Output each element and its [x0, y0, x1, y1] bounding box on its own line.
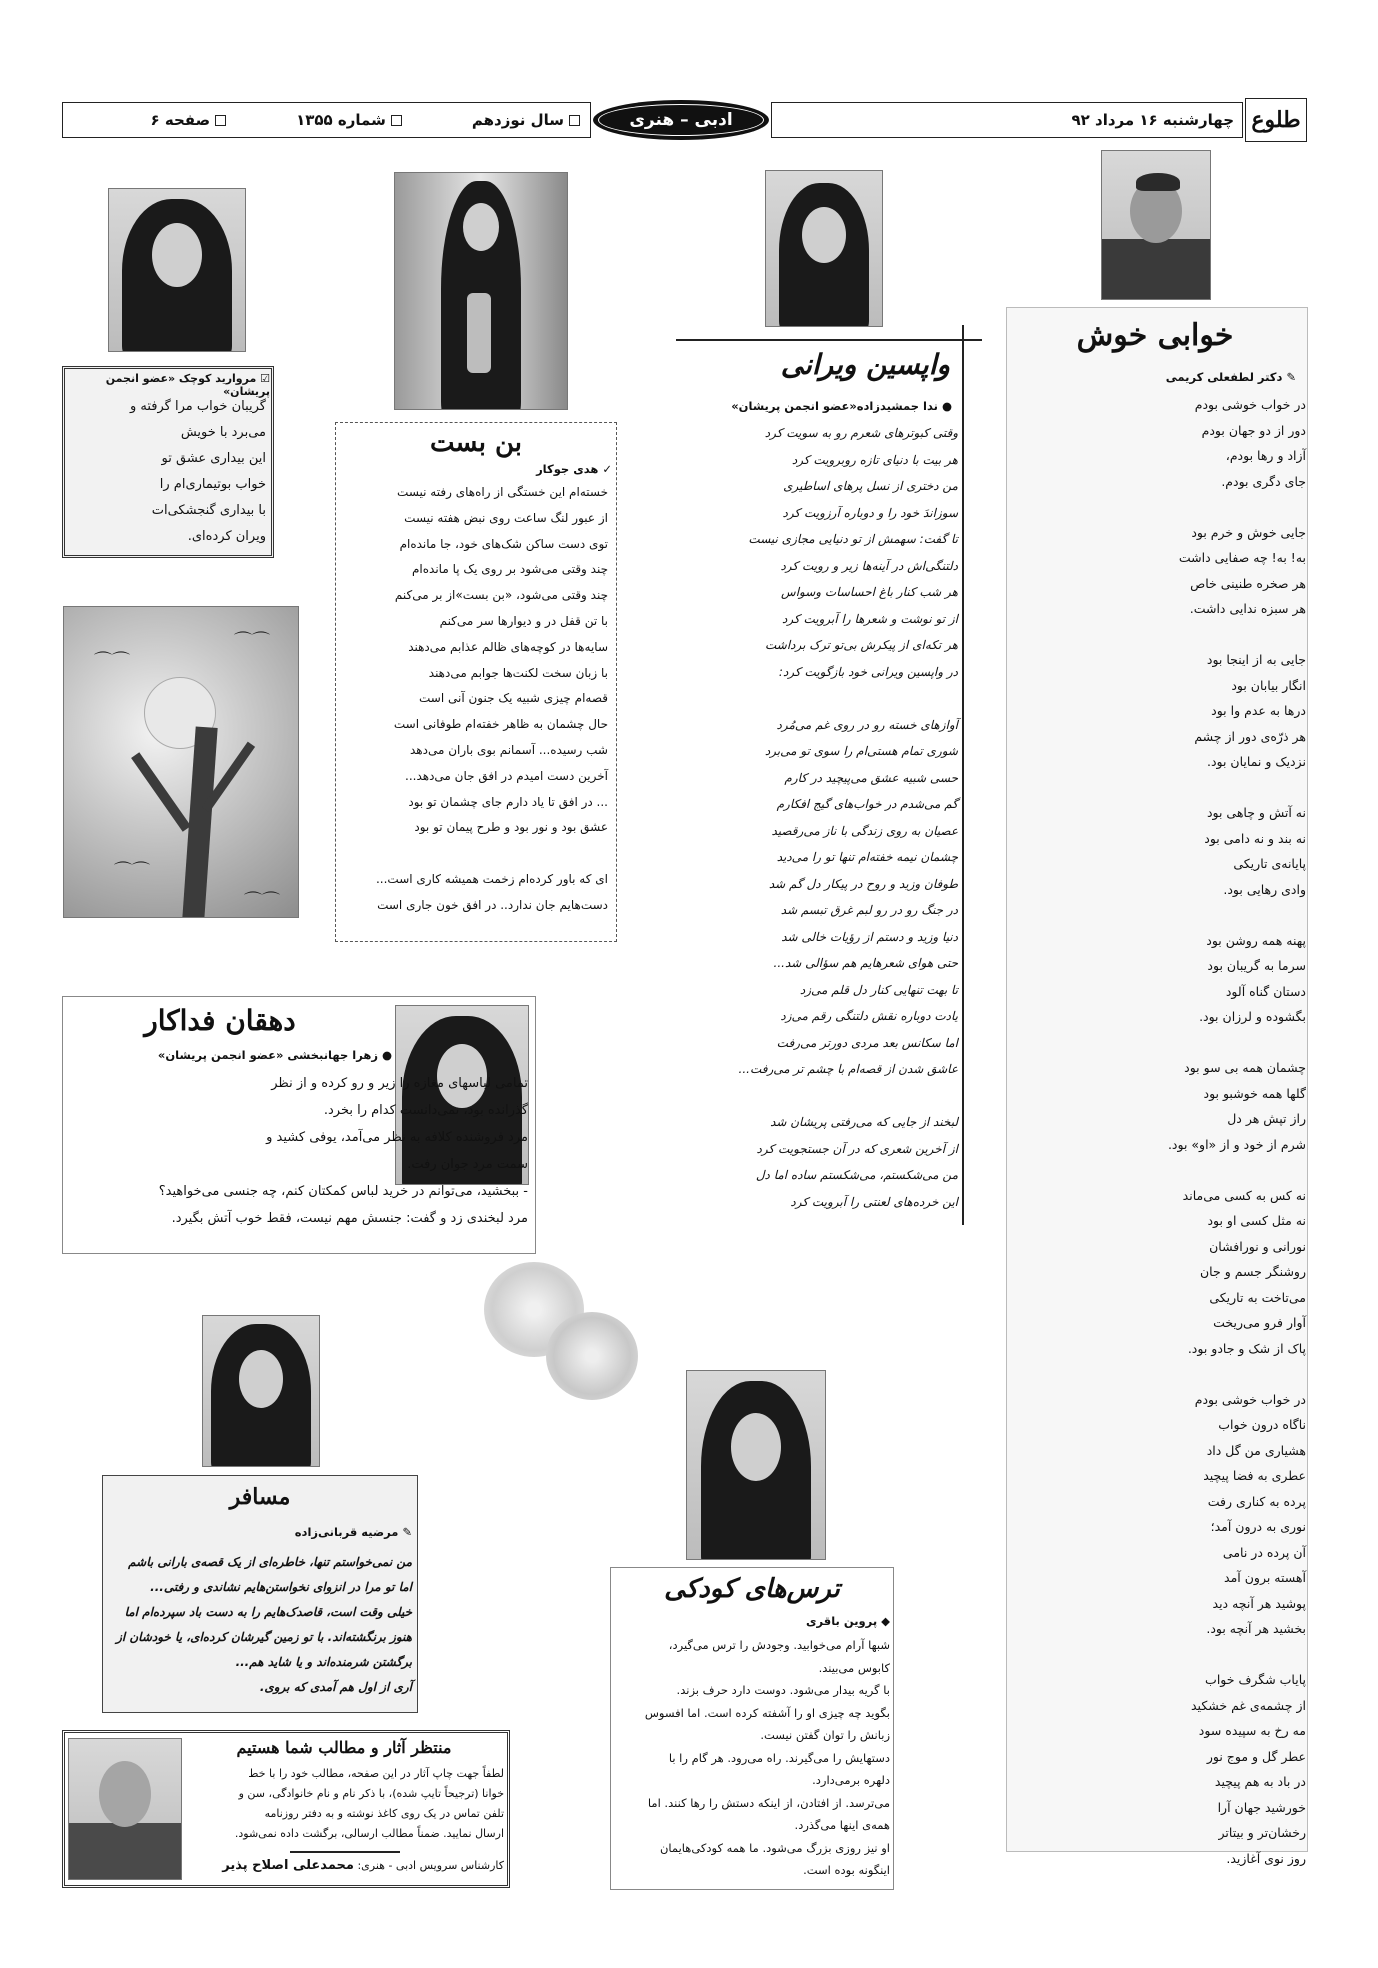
- poem-vapasin-title: واپسین ویرانی: [780, 348, 950, 381]
- poem-line: این بیداری عشق تو: [161, 451, 266, 466]
- story-line: دستهایش را می‌گیرند. راه می‌رود. هر گام را با: [668, 1750, 890, 1765]
- header-issue: شماره ۱۳۵۵: [296, 111, 402, 129]
- story-line: من نمی‌خواستم تنها، خاطره‌ای از یک قصه‌ی بارانی باشم: [128, 1555, 412, 1569]
- poem-line: گلها همه خوشبو بود: [1203, 1085, 1306, 1101]
- poem-line: دور از دو جهان بودم: [1201, 422, 1306, 438]
- poem-line: می‌تاخت به تاریکی: [1209, 1289, 1306, 1305]
- poem-line: [1110, 494, 1306, 520]
- poem-line: جایی به از اینجا بود: [1206, 652, 1306, 667]
- moon-bats-illustration: ⌒⌒ ⌒⌒ ⌒⌒ ⌒⌒: [63, 606, 299, 918]
- story-mosafer-author: ✎ مرضیه قربانی‌زاده: [294, 1525, 412, 1539]
- vapasin-rule: [676, 339, 982, 341]
- poem-line: آخرین دست امیدم در افق جان می‌دهد...: [405, 768, 608, 783]
- poem-line: [1110, 1030, 1306, 1056]
- poem-morvarid-body: [100, 394, 266, 550]
- poem-line: پاک از شک و جادو بود.: [1187, 1340, 1306, 1356]
- poem-line: پایانه‌ی تاریکی: [1233, 856, 1306, 871]
- story-line: او نیز روزی بزرگ می‌شود. ما همه کودکی‌هایمان: [659, 1840, 890, 1855]
- poem-line: شب رسیده... آسمانم بوی باران می‌دهد: [410, 742, 608, 757]
- poem-line: یادت دوباره نقش دلتنگی رقم می‌زد: [780, 1009, 958, 1023]
- poem-line: [710, 1083, 958, 1110]
- bullet-square-icon: [215, 115, 226, 126]
- section-title: ادبی – هنری: [629, 110, 733, 130]
- poem-line: رخشان‌تر و بیتاتر: [1218, 1825, 1306, 1840]
- poem-line: با بیداری گنجشکی‌ات: [151, 503, 266, 518]
- poem-line: خورشید جهان آرا: [1217, 1799, 1306, 1815]
- poem-line: هر ذرّه‌ی دور از چشم: [1194, 728, 1306, 744]
- story-mosafer-title: مسافر: [229, 1484, 291, 1510]
- poem-line: وقتی کبوترهای شعرم رو به سویت کرد: [764, 426, 958, 440]
- poem-line: آهسته برون آمد: [1224, 1570, 1306, 1585]
- poem-line: عشق بود و نور بود و طرح پیمان تو بود: [414, 820, 608, 835]
- call-for-submissions-signature: کارشناس سرویس ادبی - هنری: محمدعلی اصلاح پذیر: [222, 1858, 504, 1873]
- poem-line: دنیا وزید و دستم از رؤیات خالی شد: [781, 929, 958, 944]
- story-line: شبها آرام می‌خوابید. وجودش را ترس می‌گیرد،: [668, 1638, 890, 1652]
- poem-line: آوازهای خسته رو در روی غم می‌مُرد: [776, 717, 958, 732]
- newspaper-logo: [1245, 98, 1307, 142]
- story-dehghan-body: [66, 1070, 528, 1232]
- poem-line: ای که باور کرده‌ام زخمت همیشه کاری است...: [375, 871, 608, 886]
- poem-line: دلتنگی‌اش در آینه‌ها زیر و رویت کرد: [780, 558, 958, 573]
- poem-line: روشنگر جسم و جان: [1200, 1264, 1306, 1279]
- poem-line: در باد به هم پیچید: [1214, 1774, 1306, 1789]
- poem-line: هر سبزه ندایی داشت.: [1189, 601, 1306, 616]
- poem-line: قصه‌ام چیزی شبیه یک جنون آنی است: [419, 691, 608, 706]
- logo-text: طلوع: [1251, 107, 1301, 133]
- story-line: دلهره برمی‌دارد.: [812, 1773, 890, 1787]
- poem-line: هشیاری من گل داد: [1206, 1442, 1306, 1458]
- story-line: زبانش را توان گفتن نیست.: [760, 1728, 890, 1742]
- poem-line: ناگاه درون خواب: [1218, 1417, 1306, 1432]
- poem-line: [1110, 775, 1306, 801]
- poem-line: چشمان نیمه خفته‌ام تنها تو را می‌دید: [776, 850, 958, 864]
- poem-line: چند وقتی می‌شود بر روی یک پا مانده‌ام: [411, 562, 608, 577]
- poem-line: توی دست ساکن شک‌های خود، جا مانده‌ام: [399, 536, 608, 551]
- poem-line: نوری به درون آمد؛: [1210, 1519, 1306, 1534]
- story-line: می‌ترسد. از افتادن، از اینکه دستش را رها کنند. اما: [647, 1795, 890, 1810]
- bullet-square-icon: [391, 115, 402, 126]
- poem-line: چند وقتی می‌شود، «بن بست»از بر می‌کنم: [394, 588, 608, 603]
- story-line: با گریه بیدار می‌شود. دوست دارد حرف بزند.: [676, 1683, 890, 1697]
- story-tars-author: ◆ پروین باقری: [805, 1614, 890, 1628]
- header-issue-box: [62, 102, 591, 138]
- poem-line: وادی رهایی بود.: [1223, 881, 1306, 897]
- poem-line: از آخرین شعری که در آن جستجویت کرد: [756, 1141, 958, 1156]
- header-page: صفحه ۶: [150, 111, 226, 129]
- author-photo-ghorbanizadeh: [202, 1315, 320, 1467]
- story-dehghan-line-4: سمت مرد جوان رفت.: [407, 1157, 528, 1172]
- poem-bonbast-author: ✓ هدی جوکار: [536, 462, 612, 476]
- poem-line: در واپسین ویرانی خود بازگویت کرد:: [778, 664, 958, 679]
- poem-line: هر شب کنار باغ احساسات وسواس: [781, 585, 958, 599]
- vapasin-rule-vertical: [962, 325, 964, 1225]
- poem-line: عطر گل و موج نور: [1206, 1748, 1306, 1764]
- poem-line: از تو نوشت و شعرها را آبرویت کرد: [781, 611, 958, 626]
- poem-line: نه کس به کسی می‌ماند: [1182, 1187, 1306, 1203]
- poem-line: با زبان سخت لکنت‌ها جوابم می‌دهند: [428, 665, 608, 680]
- story-mosafer-body: [106, 1550, 412, 1700]
- poem-line: به! به! چه صفایی داشت: [1178, 550, 1306, 565]
- editor-photo: [68, 1738, 182, 1880]
- poem-line: ... در افق تا یاد دارم جای چشمان تو بود: [408, 794, 608, 809]
- poem-line: نزدیک و نمایان بود.: [1206, 754, 1306, 769]
- story-dehghan-line-1: تمامی لباسهای مغازه را زیر و رو کرده و از نظر: [271, 1076, 528, 1091]
- call-for-submissions-body: [186, 1764, 504, 1844]
- poem-line: پایاب شگرف خواب: [1205, 1672, 1306, 1687]
- poem-line: اما سکانس بعد مردی دورتر می‌رفت: [776, 1035, 958, 1050]
- poem-line: جای دگری بودم.: [1221, 473, 1306, 489]
- poem-line: مه رخ به سپیده سود: [1198, 1723, 1306, 1738]
- story-line: کابوس می‌بیند.: [818, 1660, 890, 1675]
- story-dehghan-author: ● زهرا جهانبخشی «عضو انجمن پریشان»: [157, 1048, 392, 1062]
- poem-khabi-khosh-body: [1110, 392, 1306, 1871]
- poem-line: در جنگ رو در رو لبم غرق تبسم شد: [780, 903, 958, 917]
- poem-line: پهنه همه روشن بود: [1206, 932, 1306, 948]
- story-line: آری از اول هم آمدی که بروی.: [259, 1680, 412, 1694]
- poem-line: گم می‌شدم در خواب‌های گیج افکارم: [776, 797, 958, 811]
- story-dehghan-line-5: - ببخشید، می‌توانم در خرید لباس کمکتان کنم، چه جنسی می‌خواهید؟: [158, 1184, 528, 1199]
- story-dehghan-line-3: مرد فروشنده کلافه به نظر می‌آمد، یوفی کشید و: [266, 1130, 528, 1145]
- poem-line: شرم از خود و از «او» بود.: [1167, 1136, 1306, 1152]
- story-line: برگشتن شرمنده‌اند و یا شاید هم...: [235, 1655, 412, 1669]
- poem-line: [710, 685, 958, 712]
- author-photo-jamshidzadeh: [765, 170, 883, 327]
- author-photo-karimi: [1101, 150, 1211, 300]
- poem-line: در خواب خوشی بودم: [1194, 1391, 1306, 1407]
- poem-line: جایی خوش و خرم بود: [1191, 524, 1306, 540]
- poem-line: عاشق شدن از قصه‌ام با چشم تر می‌رفت...: [738, 1062, 958, 1076]
- poem-line: خواب بوتیماری‌ام را: [159, 477, 266, 492]
- poem-line: [1110, 902, 1306, 928]
- poem-line: هر صخره طنینی خاص: [1190, 575, 1306, 591]
- poem-line: از عبور لنگ ساعت روی نبض هفته نیست: [404, 510, 608, 525]
- poem-line: [1110, 1157, 1306, 1183]
- poem-line: راز تپش هر دل: [1227, 1111, 1306, 1126]
- poem-line: از چشمه‌ی غم خشکید: [1191, 1697, 1306, 1713]
- poem-vapasin-author: ● ندا جمشیدزاده«عضو انجمن پریشان»: [731, 399, 952, 413]
- poem-morvarid-author: ☑ مروارید کوچک «عضو انجمن پریشان»: [105, 372, 270, 398]
- poem-line: نه مثل کسی او بود: [1207, 1213, 1306, 1228]
- poem-line: طوفان وزید و روح در پیکار دل گم شد: [768, 876, 958, 891]
- poem-line: پرده به کناری رفت: [1207, 1493, 1306, 1509]
- poem-line: بخشید هر آنچه بود.: [1206, 1621, 1306, 1636]
- roses-illustration: [484, 1262, 644, 1402]
- signature-divider: [290, 1851, 400, 1853]
- poem-line: هر بیت با دنیای تازه روبرویت کرد: [791, 452, 958, 467]
- poem-line: دستان گناه آلود: [1225, 983, 1306, 999]
- poem-line: پوشید هر آنچه دید: [1212, 1595, 1306, 1611]
- story-line: اما تو مرا در انزوای نخواستن‌هایم نشاندی و رفتی...: [150, 1580, 412, 1594]
- story-dehghan-line-2: گذرانده بود، نمی‌دانست کدام را بخرد.: [323, 1103, 528, 1118]
- author-photo-jokar: [394, 172, 568, 410]
- notice-line: لطفاً جهت چاپ آثار در این صفحه، مطالب خود را با خط: [248, 1767, 504, 1780]
- poem-line: حتی هوای شعرهایم هم سؤالی شد...: [773, 956, 958, 970]
- header-date-box: [771, 102, 1243, 138]
- poem-line: [1110, 622, 1306, 648]
- poem-line: چشمان همه بی سو بود: [1184, 1060, 1306, 1075]
- poem-line: بگشوده و لرزان بود.: [1199, 1009, 1306, 1024]
- poem-line: گریبان خواب مرا گرفته و: [129, 399, 266, 414]
- poem-line: آن پرده در نامی: [1222, 1544, 1306, 1560]
- notice-line: ارسال نمایید. ضمناً مطالب ارسالی، برگشت داده نمی‌شود.: [234, 1827, 504, 1840]
- story-line: بگوید چه چیزی او را آشفته کرده است. اما افسوس: [644, 1705, 890, 1720]
- poem-line: نه بند و نه دامی بود: [1204, 830, 1306, 846]
- poem-line: می‌برد با خویش: [180, 425, 266, 440]
- header-date: چهارشنبه ۱۶ مرداد ۹۲: [1071, 111, 1234, 129]
- poem-line: این خرده‌های لعنتی را آبرویت کرد: [790, 1194, 958, 1209]
- notice-line: خوانا (ترجیحاً تایپ شده)، با ذکر نام و نام خانوادگی، سن و: [238, 1787, 504, 1800]
- bullet-square-icon: [569, 115, 580, 126]
- poem-line: آزاد و رها بودم،: [1225, 448, 1306, 463]
- poem-line: من دختری از نسل پرهای اساطیری: [783, 479, 958, 493]
- poem-line: هر تکه‌ای از پیکرش بی‌تو ترک برداشت: [764, 638, 958, 652]
- poem-line: حال چشمان به ظاهر خفته‌ام طوفانی است: [393, 717, 608, 732]
- story-tars-body: [614, 1634, 890, 1882]
- poem-bonbast-title: بن بست: [429, 428, 523, 458]
- poem-line: نورانی و نورافشان: [1209, 1238, 1306, 1254]
- notice-line: تلفن تماس در یک روی کاغذ نوشته و به دفتر روزنامه: [264, 1807, 504, 1820]
- author-photo-morvarid: [108, 188, 246, 352]
- story-line: خیلی وقت است، قاصدک‌هایم را به دست باد سپرده‌ام اما: [124, 1605, 412, 1619]
- author-photo-bagheri: [686, 1370, 826, 1560]
- poem-line: نه آتش و چاهی بود: [1206, 805, 1306, 820]
- story-line: همه‌ی اینها می‌گذرد.: [794, 1818, 890, 1832]
- poem-vapasin-body: [710, 420, 958, 1215]
- poem-line: من می‌شکستم، می‌شکستم ساده اما دل: [755, 1168, 958, 1182]
- story-dehghan-line-6: مرد لبخندی زد و گفت: جنسش مهم نیست، فقط خوب آتش بگیرد.: [171, 1211, 528, 1226]
- poem-line: خسته‌ام این خستگی از راه‌های رفته نیست: [397, 485, 608, 499]
- poem-line: سوزاندَ خود را و دوباره آرزویت کرد: [782, 505, 958, 520]
- poem-line: تا بهت تنهایی کنار دل قلم می‌زد: [799, 982, 958, 997]
- poem-line: عطری به فضا پیچید: [1203, 1468, 1306, 1483]
- poem-line: [340, 841, 608, 867]
- poem-line: حسی شبیه عشق می‌پیچید در کارم: [784, 770, 958, 785]
- poem-line: [1110, 1361, 1306, 1387]
- poem-line: سرما به گریبان بود: [1207, 958, 1306, 973]
- story-tars-title: ترس‌های کودکی: [664, 1574, 840, 1604]
- story-dehghan-title: دهقان فداکار: [144, 1004, 296, 1037]
- header-year: سال نوزدهم: [472, 111, 580, 129]
- poem-line: تا گفت: سهمش از تو دنیایی مجازی نیست: [748, 532, 958, 546]
- story-line: اینگونه بوده است.: [803, 1863, 890, 1877]
- poem-line: عصیان به روی زندگی با ناز می‌رقصید: [771, 823, 958, 838]
- poem-line: درها به عدم وا بود: [1211, 703, 1306, 718]
- poem-bonbast-body: [340, 480, 608, 919]
- poem-line: ویران کرده‌ای.: [187, 529, 266, 544]
- poem-line: دست‌هایم جان ندارد.. در افق خون جاری است: [377, 897, 608, 912]
- poem-line: لبخند از جایی که می‌رفتی پریشان شد: [770, 1115, 958, 1129]
- poem-line: سایه‌ها در کوچه‌های ظالم عذابم می‌دهند: [408, 639, 608, 654]
- poem-line: [1110, 1642, 1306, 1668]
- poem-khabi-khosh-author: ✎ دکتر لطفعلی کریمی: [1165, 370, 1296, 384]
- poem-line: شوری تمام هستی‌ام را سوی تو می‌برد: [764, 744, 958, 758]
- call-for-submissions-title: منتظر آثار و مطالب شما هستیم: [236, 1738, 452, 1757]
- story-line: هنوز برنگشته‌اند. با تو زمین گیرشان کرده‌ای، یا خودشان از: [116, 1630, 412, 1644]
- poem-line: در خواب خوشی بودم: [1194, 397, 1306, 412]
- poem-line: انگار بیابان بود: [1231, 677, 1306, 693]
- poem-line: روز نوی آغازید.: [1226, 1850, 1306, 1866]
- poem-line: با تن قفل در و دیوارها سر می‌کنم: [439, 613, 608, 628]
- poem-khabi-khosh-title: خوابی خوش: [1076, 318, 1234, 353]
- section-badge: [593, 100, 769, 140]
- poem-line: آوار فرو می‌ریخت: [1213, 1315, 1306, 1330]
